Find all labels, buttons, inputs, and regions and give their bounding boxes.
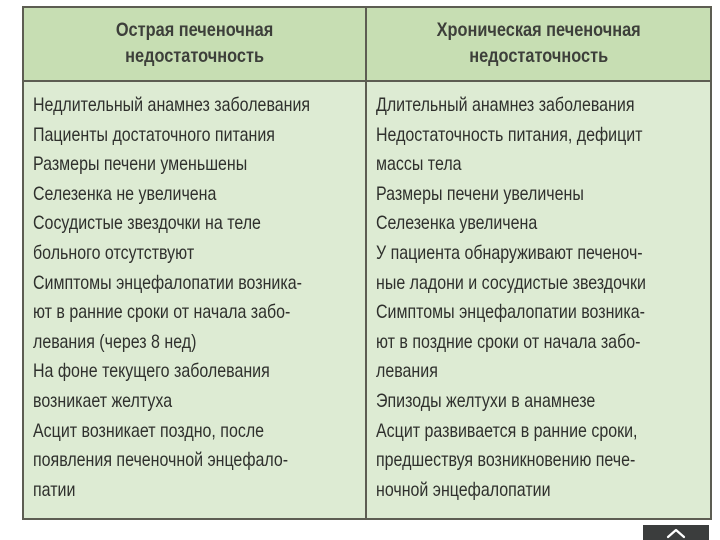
acute-line: Сосудистые звездочки на теле	[33, 212, 261, 235]
chronic-line: ные ладони и сосудистые звездочки	[376, 271, 646, 294]
chronic-line: ночной энцефалопатии	[376, 478, 551, 501]
acute-line: патии	[33, 478, 76, 501]
acute-column	[24, 82, 367, 518]
acute-line: возникает желтуха	[33, 389, 173, 412]
chronic-line: Симптомы энцефалопатии возника-	[376, 301, 645, 324]
scroll-up-button[interactable]	[643, 525, 709, 540]
chronic-column	[367, 82, 710, 518]
header-chronic-failure: Хроническая печеночная недостаточность	[436, 20, 641, 67]
chronic-line: Размеры печени увеличены	[376, 182, 584, 205]
acute-line: появления печеночной энцефало-	[33, 449, 289, 472]
acute-line: Пациенты достаточного питания	[33, 123, 275, 146]
acute-line: Селезенка не увеличена	[33, 182, 217, 205]
chronic-line: предшествуя возникновению пече-	[376, 449, 636, 472]
acute-line: Асцит возникает поздно, после	[33, 419, 265, 442]
header-acute-failure: Острая печеночная недостаточность	[115, 20, 274, 67]
comparison-table	[22, 6, 712, 520]
acute-line: левания (через 8 нед)	[33, 330, 197, 353]
chronic-line: ют в поздние сроки от начала забо-	[376, 330, 641, 353]
chronic-line: Селезенка увеличена	[376, 212, 538, 235]
acute-line: Недлительный анамнез заболевания	[33, 94, 311, 116]
chronic-line: Длительный анамнез заболевания	[376, 94, 635, 116]
chronic-line: Асцит развивается в ранние сроки,	[376, 419, 638, 442]
chronic-line: Эпизоды желтухи в анамнезе	[376, 389, 596, 412]
chronic-line: У пациента обнаруживают печеноч-	[376, 241, 643, 264]
acute-line: Симптомы энцефалопатии возника-	[33, 271, 302, 294]
chronic-line: массы тела	[376, 153, 462, 176]
acute-line: На фоне текущего заболевания	[33, 360, 270, 383]
header-cell-acute	[24, 8, 367, 82]
header-cell-chronic	[367, 8, 710, 82]
chronic-line: левания	[376, 360, 438, 383]
acute-line: больного отсутствуют	[33, 241, 195, 264]
chronic-line: Недостаточность питания, дефицит	[376, 123, 643, 146]
acute-line: Размеры печени уменьшены	[33, 153, 248, 176]
chevron-up-icon	[665, 527, 687, 539]
acute-line: ют в ранние сроки от начала забо-	[33, 301, 291, 324]
